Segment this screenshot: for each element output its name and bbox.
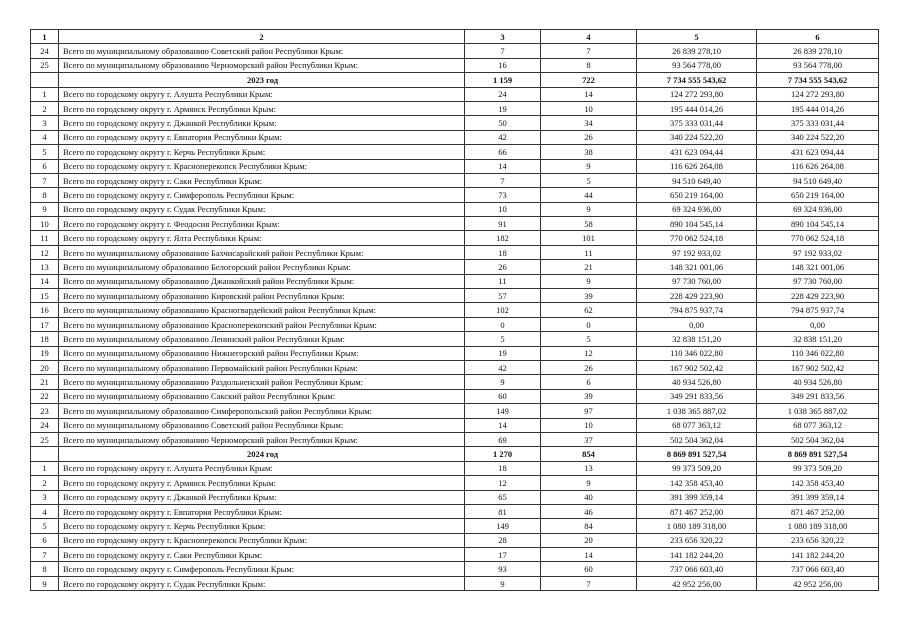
header-cell-5: 5: [637, 30, 757, 44]
row-number-cell: 25: [31, 58, 59, 72]
header-cell-1: 1: [31, 30, 59, 44]
count-column-4-cell: 9: [541, 202, 637, 216]
table-row: [31, 188, 879, 202]
table-row: [31, 432, 879, 446]
municipality-name-cell: Всего по городскому округу г. Евпатория Республики Крым:: [59, 504, 465, 518]
count-column-3-cell: 93: [465, 562, 541, 576]
municipality-name-cell: Всего по муниципальному образованию Бахчисарайский район Республики Крым:: [59, 245, 465, 259]
municipality-name-cell: Всего по муниципальному образованию Красноперекопский район Республики Крым:: [59, 317, 465, 331]
count-column-4-cell: 14: [541, 87, 637, 101]
row-number-cell: 10: [31, 217, 59, 231]
year-subtotal-row: [31, 447, 879, 461]
amount-column-5-cell: 228 429 223,90: [637, 289, 757, 303]
count-column-4-cell: 12: [541, 346, 637, 360]
column-number-header-row: [31, 30, 879, 44]
municipality-name-cell: Всего по городскому округу г. Керчь Республики Крым:: [59, 145, 465, 159]
count-column-4-cell: 101: [541, 231, 637, 245]
count-column-3-cell: 65: [465, 490, 541, 504]
row-number-cell: 21: [31, 375, 59, 389]
count-column-4-cell: 38: [541, 145, 637, 159]
row-number-cell: 19: [31, 346, 59, 360]
amount-column-6-cell: 737 066 603,40: [757, 562, 879, 576]
count-column-3-cell: 14: [465, 418, 541, 432]
amount-column-6-cell: 110 346 022,80: [757, 346, 879, 360]
municipality-name-cell: Всего по городскому округу г. Саки Республики Крым:: [59, 548, 465, 562]
amount-column-5-cell: 97 192 933,02: [637, 245, 757, 259]
header-cell-4: 4: [541, 30, 637, 44]
amount-column-6-cell: 228 429 223,90: [757, 289, 879, 303]
amount-column-5-cell: 8 869 891 527,54: [637, 447, 757, 461]
row-number-cell: 1: [31, 87, 59, 101]
amount-column-6-cell: 93 564 778,00: [757, 58, 879, 72]
table-row: [31, 87, 879, 101]
amount-column-5-cell: 349 291 833,56: [637, 389, 757, 403]
municipality-name-cell: Всего по муниципальному образованию Раздольненский район Республики Крым:: [59, 375, 465, 389]
count-column-3-cell: 60: [465, 389, 541, 403]
amount-column-6-cell: 794 875 937,74: [757, 303, 879, 317]
municipality-name-cell: Всего по муниципальному образованию Красногвардейский район Республики Крым:: [59, 303, 465, 317]
count-column-3-cell: 149: [465, 519, 541, 533]
row-number-cell: 7: [31, 548, 59, 562]
table-body: [31, 30, 879, 591]
amount-column-6-cell: 375 333 031,44: [757, 116, 879, 130]
amount-column-6-cell: 124 272 293,80: [757, 87, 879, 101]
row-number-cell: [31, 447, 59, 461]
table-row: [31, 159, 879, 173]
data-table: [30, 29, 879, 591]
table-row: [31, 202, 879, 216]
count-column-3-cell: 1 270: [465, 447, 541, 461]
amount-column-6-cell: 99 373 509,20: [757, 461, 879, 475]
count-column-3-cell: 7: [465, 173, 541, 187]
amount-column-6-cell: 340 224 522,20: [757, 130, 879, 144]
municipality-name-cell: Всего по городскому округу г. Симферополь Республики Крым:: [59, 188, 465, 202]
header-cell-6: 6: [757, 30, 879, 44]
amount-column-6-cell: 1 038 365 887,02: [757, 404, 879, 418]
amount-column-5-cell: 142 358 453,40: [637, 476, 757, 490]
amount-column-5-cell: 94 510 649,40: [637, 173, 757, 187]
count-column-3-cell: 19: [465, 101, 541, 115]
row-number-cell: 5: [31, 145, 59, 159]
count-column-4-cell: 8: [541, 58, 637, 72]
row-number-cell: 2: [31, 476, 59, 490]
table-row: [31, 476, 879, 490]
count-column-4-cell: 9: [541, 159, 637, 173]
municipality-name-cell: Всего по городскому округу г. Джанкой Республики Крым:: [59, 490, 465, 504]
amount-column-6-cell: 1 080 189 318,00: [757, 519, 879, 533]
count-column-4-cell: 26: [541, 360, 637, 374]
amount-column-5-cell: 1 038 365 887,02: [637, 404, 757, 418]
count-column-4-cell: 39: [541, 289, 637, 303]
row-number-cell: 4: [31, 504, 59, 518]
count-column-3-cell: 18: [465, 245, 541, 259]
count-column-3-cell: 102: [465, 303, 541, 317]
table-row: [31, 317, 879, 331]
amount-column-6-cell: 68 077 363,12: [757, 418, 879, 432]
row-number-cell: 6: [31, 159, 59, 173]
table-row: [31, 576, 879, 590]
count-column-4-cell: 44: [541, 188, 637, 202]
table-row: [31, 231, 879, 245]
count-column-4-cell: 21: [541, 260, 637, 274]
municipality-name-cell: Всего по городскому округу г. Евпатория Республики Крым:: [59, 130, 465, 144]
amount-column-5-cell: 195 444 014,26: [637, 101, 757, 115]
amount-column-5-cell: 502 504 362,04: [637, 432, 757, 446]
count-column-4-cell: 97: [541, 404, 637, 418]
count-column-3-cell: 14: [465, 159, 541, 173]
amount-column-6-cell: 94 510 649,40: [757, 173, 879, 187]
municipality-name-cell: Всего по городскому округу г. Алушта Республики Крым:: [59, 461, 465, 475]
row-number-cell: 8: [31, 562, 59, 576]
row-number-cell: 14: [31, 274, 59, 288]
municipality-name-cell: Всего по муниципальному образованию Черноморский район Республики Крым:: [59, 432, 465, 446]
amount-column-5-cell: 40 934 526,80: [637, 375, 757, 389]
count-column-4-cell: 62: [541, 303, 637, 317]
municipality-name-cell: Всего по муниципальному образованию Советский район Республики Крым:: [59, 418, 465, 432]
amount-column-6-cell: 148 321 001,06: [757, 260, 879, 274]
municipality-name-cell: Всего по муниципальному образованию Кировский район Республики Крым:: [59, 289, 465, 303]
year-subtotal-row: [31, 73, 879, 87]
amount-column-5-cell: 431 623 094,44: [637, 145, 757, 159]
header-cell-3: 3: [465, 30, 541, 44]
municipality-name-cell: Всего по муниципальному образованию Джанкойский район Республики Крым:: [59, 274, 465, 288]
count-column-3-cell: 28: [465, 533, 541, 547]
municipality-name-cell: Всего по муниципальному образованию Ленинский район Республики Крым:: [59, 332, 465, 346]
header-cell-2: 2: [59, 30, 465, 44]
row-number-cell: 2: [31, 101, 59, 115]
municipality-name-cell: Всего по городскому округу г. Саки Республики Крым:: [59, 173, 465, 187]
row-number-cell: 20: [31, 360, 59, 374]
count-column-4-cell: 5: [541, 173, 637, 187]
count-column-4-cell: 6: [541, 375, 637, 389]
amount-column-6-cell: 40 934 526,80: [757, 375, 879, 389]
municipality-name-cell: Всего по муниципальному образованию Первомайский район Республики Крым:: [59, 360, 465, 374]
amount-column-6-cell: 502 504 362,04: [757, 432, 879, 446]
table-row: [31, 490, 879, 504]
municipality-name-cell: Всего по городскому округу г. Красноперекопск Республики Крым:: [59, 533, 465, 547]
row-number-cell: 4: [31, 130, 59, 144]
count-column-3-cell: 42: [465, 130, 541, 144]
row-number-cell: 6: [31, 533, 59, 547]
row-number-cell: 9: [31, 202, 59, 216]
row-number-cell: 17: [31, 317, 59, 331]
table-row: [31, 504, 879, 518]
amount-column-5-cell: 233 656 320,22: [637, 533, 757, 547]
amount-column-6-cell: 97 730 760,00: [757, 274, 879, 288]
table-row: [31, 58, 879, 72]
amount-column-5-cell: 32 838 151,20: [637, 332, 757, 346]
count-column-3-cell: 12: [465, 476, 541, 490]
amount-column-6-cell: 0,00: [757, 317, 879, 331]
amount-column-6-cell: 195 444 014,26: [757, 101, 879, 115]
count-column-3-cell: 18: [465, 461, 541, 475]
amount-column-5-cell: 1 080 189 318,00: [637, 519, 757, 533]
municipality-name-cell: Всего по городскому округу г. Ялта Республики Крым:: [59, 231, 465, 245]
count-column-4-cell: 46: [541, 504, 637, 518]
count-column-3-cell: 91: [465, 217, 541, 231]
count-column-4-cell: 10: [541, 418, 637, 432]
count-column-4-cell: 9: [541, 274, 637, 288]
count-column-4-cell: 0: [541, 317, 637, 331]
amount-column-5-cell: 116 626 264,08: [637, 159, 757, 173]
municipality-name-cell: Всего по городскому округу г. Армянск Республики Крым:: [59, 476, 465, 490]
count-column-3-cell: 11: [465, 274, 541, 288]
count-column-4-cell: 11: [541, 245, 637, 259]
amount-column-6-cell: 871 467 252,00: [757, 504, 879, 518]
municipality-name-cell: Всего по городскому округу г. Керчь Республики Крым:: [59, 519, 465, 533]
row-number-cell: 3: [31, 116, 59, 130]
count-column-4-cell: 60: [541, 562, 637, 576]
amount-column-5-cell: 68 077 363,12: [637, 418, 757, 432]
amount-column-6-cell: 770 062 524,18: [757, 231, 879, 245]
amount-column-5-cell: 167 902 502,42: [637, 360, 757, 374]
count-column-3-cell: 24: [465, 87, 541, 101]
amount-column-5-cell: 391 399 359,14: [637, 490, 757, 504]
table-row: [31, 404, 879, 418]
amount-column-6-cell: 141 182 244,20: [757, 548, 879, 562]
row-number-cell: 7: [31, 173, 59, 187]
amount-column-5-cell: 770 062 524,18: [637, 231, 757, 245]
table-row: [31, 562, 879, 576]
amount-column-5-cell: 650 219 164,00: [637, 188, 757, 202]
amount-column-6-cell: 69 324 936,00: [757, 202, 879, 216]
count-column-4-cell: 40: [541, 490, 637, 504]
table-row: [31, 289, 879, 303]
count-column-3-cell: 57: [465, 289, 541, 303]
municipality-name-cell: Всего по городскому округу г. Симферополь Республики Крым:: [59, 562, 465, 576]
count-column-3-cell: 10: [465, 202, 541, 216]
count-column-4-cell: 14: [541, 548, 637, 562]
municipality-name-cell: Всего по муниципальному образованию Симферопольский район Республики Крым:: [59, 404, 465, 418]
amount-column-6-cell: 26 839 278,10: [757, 44, 879, 58]
row-number-cell: 11: [31, 231, 59, 245]
table-row: [31, 533, 879, 547]
year-label-cell: 2024 год: [59, 447, 465, 461]
amount-column-5-cell: 110 346 022,80: [637, 346, 757, 360]
count-column-4-cell: 37: [541, 432, 637, 446]
table-row: [31, 130, 879, 144]
row-number-cell: 16: [31, 303, 59, 317]
amount-column-6-cell: 431 623 094,44: [757, 145, 879, 159]
count-column-4-cell: 7: [541, 576, 637, 590]
count-column-3-cell: 69: [465, 432, 541, 446]
count-column-3-cell: 26: [465, 260, 541, 274]
amount-column-6-cell: 650 219 164,00: [757, 188, 879, 202]
amount-column-5-cell: 0,00: [637, 317, 757, 331]
amount-column-5-cell: 148 321 001,06: [637, 260, 757, 274]
amount-column-5-cell: 99 373 509,20: [637, 461, 757, 475]
row-number-cell: 1: [31, 461, 59, 475]
table-row: [31, 101, 879, 115]
table-row: [31, 44, 879, 58]
table-row: [31, 145, 879, 159]
amount-column-6-cell: 233 656 320,22: [757, 533, 879, 547]
amount-column-5-cell: 7 734 555 543,62: [637, 73, 757, 87]
row-number-cell: 9: [31, 576, 59, 590]
amount-column-5-cell: 737 066 603,40: [637, 562, 757, 576]
amount-column-5-cell: 69 324 936,00: [637, 202, 757, 216]
amount-column-5-cell: 26 839 278,10: [637, 44, 757, 58]
amount-column-5-cell: 340 224 522,20: [637, 130, 757, 144]
amount-column-5-cell: 794 875 937,74: [637, 303, 757, 317]
amount-column-6-cell: 167 902 502,42: [757, 360, 879, 374]
amount-column-6-cell: 32 838 151,20: [757, 332, 879, 346]
municipality-name-cell: Всего по муниципальному образованию Сакский район Республики Крым:: [59, 389, 465, 403]
amount-column-5-cell: 97 730 760,00: [637, 274, 757, 288]
table-row: [31, 346, 879, 360]
table-row: [31, 274, 879, 288]
amount-column-5-cell: 42 952 256,00: [637, 576, 757, 590]
count-column-3-cell: 182: [465, 231, 541, 245]
row-number-cell: 25: [31, 432, 59, 446]
municipality-name-cell: Всего по муниципальному образованию Белогорский район Республики Крым:: [59, 260, 465, 274]
row-number-cell: 3: [31, 490, 59, 504]
row-number-cell: 18: [31, 332, 59, 346]
count-column-3-cell: 9: [465, 375, 541, 389]
amount-column-5-cell: 375 333 031,44: [637, 116, 757, 130]
amount-column-6-cell: 391 399 359,14: [757, 490, 879, 504]
count-column-4-cell: 5: [541, 332, 637, 346]
municipality-name-cell: Всего по городскому округу г. Алушта Республики Крым:: [59, 87, 465, 101]
count-column-3-cell: 9: [465, 576, 541, 590]
count-column-3-cell: 17: [465, 548, 541, 562]
amount-column-6-cell: 42 952 256,00: [757, 576, 879, 590]
table-row: [31, 519, 879, 533]
count-column-3-cell: 50: [465, 116, 541, 130]
count-column-3-cell: 5: [465, 332, 541, 346]
row-number-cell: 22: [31, 389, 59, 403]
amount-column-5-cell: 124 272 293,80: [637, 87, 757, 101]
row-number-cell: 5: [31, 519, 59, 533]
amount-column-6-cell: 142 358 453,40: [757, 476, 879, 490]
count-column-4-cell: 9: [541, 476, 637, 490]
amount-column-5-cell: 93 564 778,00: [637, 58, 757, 72]
table-row: [31, 332, 879, 346]
table-row: [31, 173, 879, 187]
count-column-3-cell: 7: [465, 44, 541, 58]
municipality-name-cell: Всего по городскому округу г. Джанкой Республики Крым:: [59, 116, 465, 130]
count-column-4-cell: 26: [541, 130, 637, 144]
table-row: [31, 548, 879, 562]
count-column-3-cell: 81: [465, 504, 541, 518]
count-column-4-cell: 10: [541, 101, 637, 115]
row-number-cell: 15: [31, 289, 59, 303]
row-number-cell: 24: [31, 418, 59, 432]
count-column-4-cell: 20: [541, 533, 637, 547]
table-row: [31, 303, 879, 317]
table-row: [31, 418, 879, 432]
table-row: [31, 116, 879, 130]
amount-column-5-cell: 141 182 244,20: [637, 548, 757, 562]
table-row: [31, 375, 879, 389]
amount-column-5-cell: 890 104 545,14: [637, 217, 757, 231]
count-column-4-cell: 58: [541, 217, 637, 231]
year-label-cell: 2023 год: [59, 73, 465, 87]
count-column-4-cell: 39: [541, 389, 637, 403]
count-column-4-cell: 7: [541, 44, 637, 58]
count-column-4-cell: 722: [541, 73, 637, 87]
municipality-name-cell: Всего по городскому округу г. Красноперекопск Республики Крым:: [59, 159, 465, 173]
row-number-cell: 8: [31, 188, 59, 202]
count-column-4-cell: 854: [541, 447, 637, 461]
count-column-3-cell: 149: [465, 404, 541, 418]
count-column-3-cell: 16: [465, 58, 541, 72]
amount-column-6-cell: 97 192 933,02: [757, 245, 879, 259]
count-column-4-cell: 34: [541, 116, 637, 130]
count-column-4-cell: 13: [541, 461, 637, 475]
table-row: [31, 217, 879, 231]
municipality-name-cell: Всего по муниципальному образованию Черноморский район Республики Крым:: [59, 58, 465, 72]
row-number-cell: 13: [31, 260, 59, 274]
municipality-name-cell: Всего по городскому округу г. Феодосия Республики Крым:: [59, 217, 465, 231]
count-column-3-cell: 66: [465, 145, 541, 159]
row-number-cell: [31, 73, 59, 87]
count-column-3-cell: 1 159: [465, 73, 541, 87]
municipality-name-cell: Всего по муниципальному образованию Нижнегорский район Республики Крым:: [59, 346, 465, 360]
row-number-cell: 23: [31, 404, 59, 418]
table-row: [31, 461, 879, 475]
row-number-cell: 24: [31, 44, 59, 58]
table-row: [31, 245, 879, 259]
amount-column-6-cell: 116 626 264,08: [757, 159, 879, 173]
municipality-name-cell: Всего по городскому округу г. Судак Республики Крым:: [59, 202, 465, 216]
count-column-4-cell: 84: [541, 519, 637, 533]
row-number-cell: 12: [31, 245, 59, 259]
amount-column-6-cell: 7 734 555 543,62: [757, 73, 879, 87]
table-row: [31, 260, 879, 274]
municipality-name-cell: Всего по городскому округу г. Армянск Республики Крым:: [59, 101, 465, 115]
table-row: [31, 360, 879, 374]
amount-column-6-cell: 349 291 833,56: [757, 389, 879, 403]
count-column-3-cell: 19: [465, 346, 541, 360]
municipality-name-cell: Всего по городскому округу г. Судак Республики Крым:: [59, 576, 465, 590]
count-column-3-cell: 73: [465, 188, 541, 202]
amount-column-6-cell: 8 869 891 527,54: [757, 447, 879, 461]
table-row: [31, 389, 879, 403]
amount-column-6-cell: 890 104 545,14: [757, 217, 879, 231]
amount-column-5-cell: 871 467 252,00: [637, 504, 757, 518]
count-column-3-cell: 0: [465, 317, 541, 331]
municipality-name-cell: Всего по муниципальному образованию Советский район Республики Крым:: [59, 44, 465, 58]
count-column-3-cell: 42: [465, 360, 541, 374]
